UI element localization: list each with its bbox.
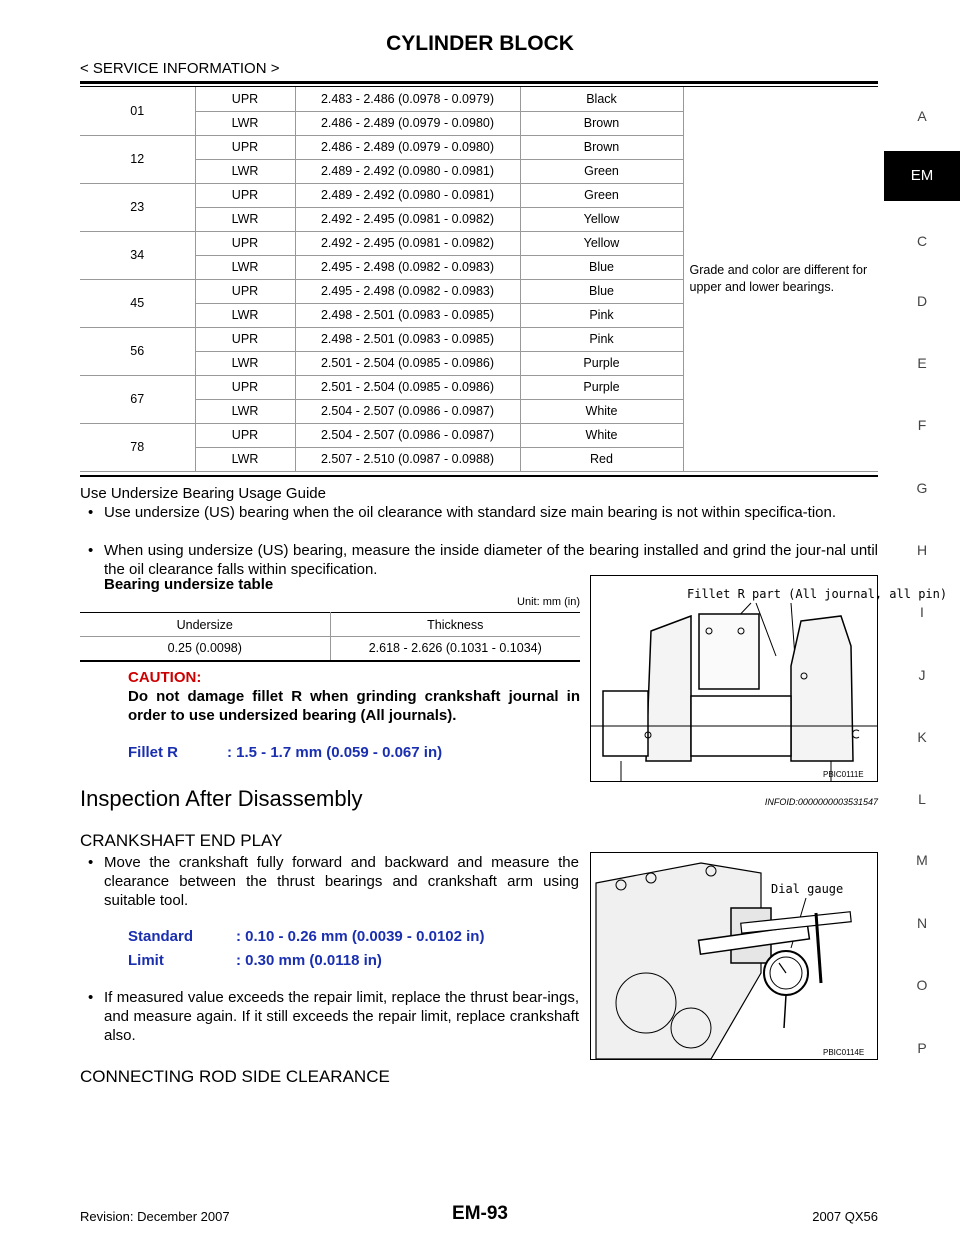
side-index-em-active[interactable]: EM (884, 151, 960, 201)
thickness-cell: 2.486 - 2.489 (0.0979 - 0.0980) (295, 111, 520, 135)
side-index-a[interactable]: A (917, 108, 927, 124)
bullet-dot: • (88, 989, 94, 1006)
caution-text: Do not damage fillet R when grinding crankshaft journal in order to use undersized bearing (All journals). (128, 688, 580, 724)
table-bottom-rule (80, 475, 878, 477)
thickness-cell: 2.495 - 2.498 (0.0982 - 0.0983) (295, 279, 520, 303)
identification-color-cell: Yellow (520, 207, 683, 231)
side-index-e[interactable]: E (917, 355, 927, 371)
unit-label: Unit: mm (in) (517, 596, 580, 608)
side-index-f[interactable]: F (917, 417, 927, 433)
bearing-position-cell: UPR (195, 327, 295, 351)
bullet-dot: • (88, 504, 94, 521)
identification-color-cell: Green (520, 183, 683, 207)
thickness-cell: 2.501 - 2.504 (0.0985 - 0.0986) (295, 351, 520, 375)
footer-revision: Revision: December 2007 (80, 1209, 230, 1224)
side-index-c[interactable]: C (916, 233, 928, 249)
side-index-n[interactable]: N (916, 915, 928, 931)
figure-code-1: PBIC0111E (823, 770, 864, 779)
grade-note-cell: Grade and color are different for upper and lower bearings. (683, 87, 878, 471)
undersize-bullet-1: Use undersize (US) bearing when the oil clearance with standard size main bearing is not within specifica-tion. (104, 504, 837, 521)
limit-value: : 0.30 mm (0.0118 in) (236, 952, 382, 969)
side-index-m[interactable]: M (916, 852, 928, 868)
thickness-cell: 2.495 - 2.498 (0.0982 - 0.0983) (295, 255, 520, 279)
bearing-position-cell: LWR (195, 111, 295, 135)
section-label: < SERVICE INFORMATION > (80, 60, 280, 77)
crankshaft-illustration (591, 576, 948, 781)
bearing-grade-table (80, 87, 878, 472)
side-index-l[interactable]: L (918, 791, 926, 807)
undersize-table (80, 612, 580, 662)
thickness-cell: 2.492 - 2.495 (0.0981 - 0.0982) (295, 207, 520, 231)
end-play-bullet-2: If measured value exceeds the repair limit, replace the thrust bear-ings, and measure again. If it still exceeds the repair limit, replace crankshaft also. (104, 989, 579, 1044)
identification-color-cell: Blue (520, 255, 683, 279)
side-index-j[interactable]: J (918, 667, 926, 683)
thickness-cell: 2.486 - 2.489 (0.0979 - 0.0980) (295, 135, 520, 159)
thickness-cell: 2.504 - 2.507 (0.0986 - 0.0987) (295, 399, 520, 423)
thickness-cell: 2.618 - 2.626 (0.1031 - 0.1034) (330, 637, 580, 661)
caution-block (128, 668, 580, 725)
undersize-col-header: Undersize (80, 613, 330, 637)
limit-label: Limit (128, 952, 164, 969)
identification-color-cell: Blue (520, 279, 683, 303)
identification-color-cell: Purple (520, 351, 683, 375)
identification-color-cell: Brown (520, 135, 683, 159)
header-rule (80, 81, 878, 84)
undersize-table-title: Bearing undersize table (104, 576, 274, 593)
side-index-g[interactable]: G (916, 480, 928, 496)
thickness-cell: 2.489 - 2.492 (0.0980 - 0.0981) (295, 183, 520, 207)
bearing-position-cell: LWR (195, 447, 295, 471)
thickness-cell: 2.498 - 2.501 (0.0983 - 0.0985) (295, 327, 520, 351)
standard-value: : 0.10 - 0.26 mm (0.0039 - 0.0102 in) (236, 928, 485, 945)
identification-color-cell: Red (520, 447, 683, 471)
grade-number-cell: 67 (80, 375, 195, 423)
identification-color-cell: White (520, 423, 683, 447)
side-index-i[interactable]: I (920, 604, 924, 620)
info-id: INFOID:0000000003531547 (764, 797, 878, 807)
undersize-bullet-2: When using undersize (US) bearing, measure the inside diameter of the bearing installed and grind the jour-nal until the oil clearance falls within specification. (104, 542, 878, 578)
undersize-guide-heading: Use Undersize Bearing Usage Guide (80, 485, 326, 502)
fillet-r-label: Fillet R (128, 744, 179, 761)
dial-gauge-illustration (591, 853, 877, 1059)
section-title: Inspection After Disassembly (80, 786, 363, 811)
crankshaft-fillet-figure (590, 575, 948, 782)
thickness-cell: 2.504 - 2.507 (0.0986 - 0.0987) (295, 423, 520, 447)
bearing-position-cell: LWR (195, 351, 295, 375)
caution-title: CAUTION: (128, 669, 202, 686)
figure-code-2: PBIC0114E (823, 1048, 865, 1057)
identification-color-cell: Pink (520, 327, 683, 351)
side-index-d[interactable]: D (916, 293, 928, 309)
identification-color-cell: Black (520, 87, 683, 111)
grade-number-cell: 56 (80, 327, 195, 375)
bullet-dot: • (88, 542, 94, 559)
thickness-cell: 2.489 - 2.492 (0.0980 - 0.0981) (295, 159, 520, 183)
identification-color-cell: Yellow (520, 231, 683, 255)
identification-color-cell: Brown (520, 111, 683, 135)
dial-gauge-label: Dial gauge (771, 882, 844, 896)
bearing-position-cell: UPR (195, 423, 295, 447)
bearing-position-cell: LWR (195, 303, 295, 327)
bearing-position-cell: LWR (195, 399, 295, 423)
page-title: CYLINDER BLOCK (386, 32, 574, 55)
undersize-cell: 0.25 (0.0098) (80, 637, 330, 661)
side-index-o[interactable]: O (916, 977, 928, 993)
end-play-bullet-1: Move the crankshaft fully forward and backward and measure the clearance between the thrust bearings and crankshaft arm using suitable tool. (104, 854, 579, 909)
grade-number-cell: 34 (80, 231, 195, 279)
standard-label: Standard (128, 928, 194, 945)
bearing-position-cell: UPR (195, 231, 295, 255)
bearing-position-cell: UPR (195, 279, 295, 303)
dial-gauge-figure (590, 852, 878, 1060)
bearing-position-cell: LWR (195, 255, 295, 279)
bearing-position-cell: UPR (195, 87, 295, 111)
thickness-col-header: Thickness (330, 613, 580, 637)
side-index-k[interactable]: K (917, 729, 927, 745)
table-row (80, 87, 878, 111)
thickness-cell: 2.507 - 2.510 (0.0987 - 0.0988) (295, 447, 520, 471)
grade-number-cell: 12 (80, 135, 195, 183)
side-index-p[interactable]: P (917, 1040, 927, 1056)
fillet-figure-label: Fillet R part (All journal, all pin) (687, 587, 948, 601)
identification-color-cell: Pink (520, 303, 683, 327)
thickness-cell: 2.501 - 2.504 (0.0985 - 0.0986) (295, 375, 520, 399)
footer-model: 2007 QX56 (812, 1209, 878, 1224)
thickness-cell: 2.492 - 2.495 (0.0981 - 0.0982) (295, 231, 520, 255)
fillet-r-value: : 1.5 - 1.7 mm (0.059 - 0.067 in) (227, 744, 443, 761)
side-index-h[interactable]: H (916, 542, 928, 558)
grade-number-cell: 78 (80, 423, 195, 471)
thickness-cell: 2.483 - 2.486 (0.0978 - 0.0979) (295, 87, 520, 111)
bearing-position-cell: LWR (195, 207, 295, 231)
bearing-position-cell: LWR (195, 159, 295, 183)
end-play-title: CRANKSHAFT END PLAY (80, 831, 283, 850)
grade-number-cell: 01 (80, 87, 195, 135)
identification-color-cell: White (520, 399, 683, 423)
footer-page-number: EM-93 (452, 1203, 508, 1224)
grade-number-cell: 45 (80, 279, 195, 327)
thickness-cell: 2.498 - 2.501 (0.0983 - 0.0985) (295, 303, 520, 327)
bearing-position-cell: UPR (195, 375, 295, 399)
bullet-dot: • (88, 854, 94, 871)
identification-color-cell: Green (520, 159, 683, 183)
bearing-position-cell: UPR (195, 183, 295, 207)
bearing-position-cell: UPR (195, 135, 295, 159)
grade-number-cell: 23 (80, 183, 195, 231)
rod-side-clearance-title: CONNECTING ROD SIDE CLEARANCE (80, 1067, 390, 1086)
identification-color-cell: Purple (520, 375, 683, 399)
